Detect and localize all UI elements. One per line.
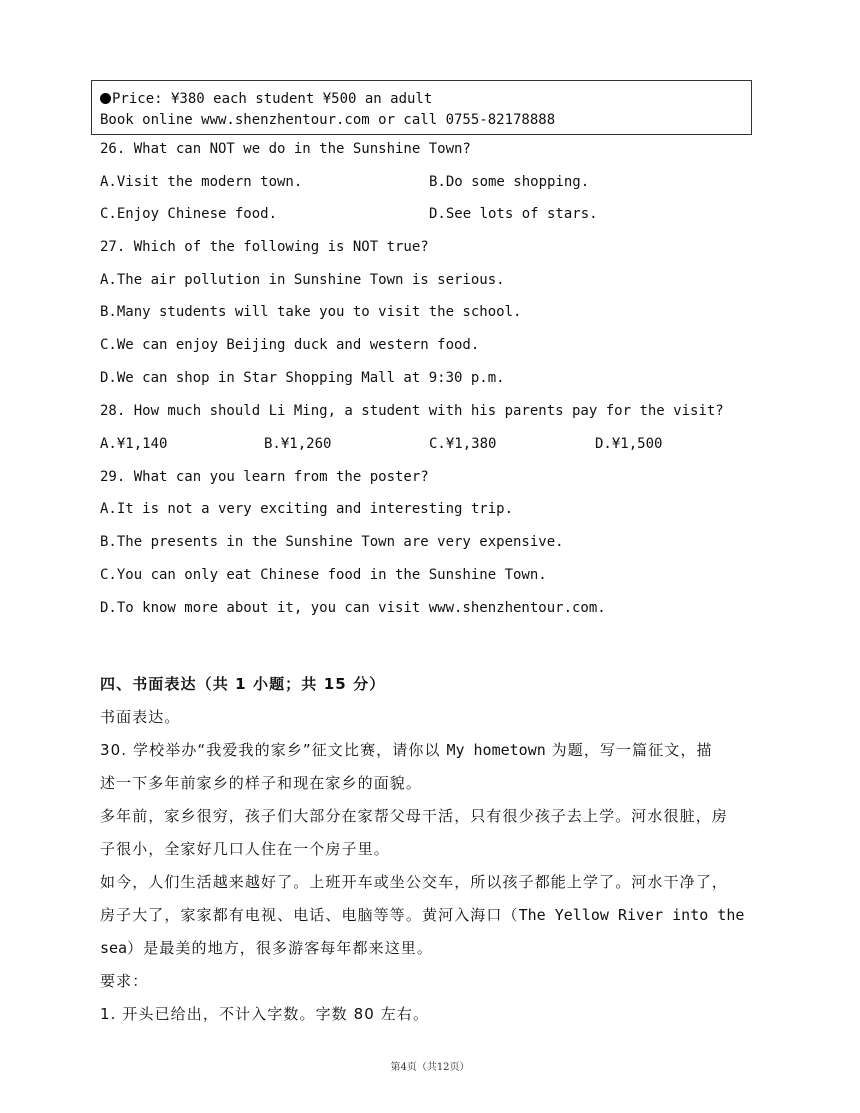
present-description-line2: 房子大了，家家都有电视、电话、电脑等等。黄河入海口（The Yellow River into the <box>100 906 745 924</box>
option-29a: A.It is not a very exciting and interesting trip. <box>100 501 514 517</box>
present-description-line1: 如今，人们生活越来越好了。上班开车或坐公交车，所以孩子都能上学了。河水干净了， <box>100 873 728 891</box>
booking-line: Book online www.shenzhentour.com or call 0755-82178888 <box>100 112 556 128</box>
question-29-stem: 29. What can you learn from the poster? <box>100 469 429 485</box>
requirements-title: 要求： <box>100 972 149 990</box>
section-title-writing: 四、书面表达（共 1 小题；共 15 分） <box>100 675 386 693</box>
question-30-line1: 30. 学校举办“我爱我的家乡”征文比赛，请你以 My hometown 为题，写一篇征文，描 <box>100 741 713 759</box>
requirement-1: 1. 开头已给出，不计入字数。字数 80 左右。 <box>100 1005 430 1023</box>
present-description-line3: sea）是最美的地方，很多游客每年都来这里。 <box>100 939 433 957</box>
question-28-stem: 28. How much should Li Ming, a student with his parents pay for the visit? <box>100 403 724 419</box>
option-27a: A.The air pollution in Sunshine Town is serious. <box>100 272 505 288</box>
option-27c: C.We can enjoy Beijing duck and western food. <box>100 337 480 353</box>
option-26c: C.Enjoy Chinese food. <box>100 206 278 222</box>
bullet-icon <box>100 93 111 104</box>
option-27d: D.We can shop in Star Shopping Mall at 9:30 p.m. <box>100 370 505 386</box>
question-27-stem: 27. Which of the following is NOT true? <box>100 239 429 255</box>
option-29b: B.The presents in the Sunshine Town are very expensive. <box>100 534 564 550</box>
option-26a: A.Visit the modern town. <box>100 174 303 190</box>
question-26-stem: 26. What can NOT we do in the Sunshine Town? <box>100 141 471 157</box>
option-28b: B.¥1,260 <box>264 436 332 452</box>
option-26b: B.Do some shopping. <box>429 174 590 190</box>
option-28d: D.¥1,500 <box>595 436 663 452</box>
question-30-line2: 述一下多年前家乡的样子和现在家乡的面貌。 <box>100 774 423 792</box>
option-29c: C.You can only eat Chinese food in the Sunshine Town. <box>100 567 547 583</box>
writing-subtitle: 书面表达。 <box>100 708 181 726</box>
option-26d: D.See lots of stars. <box>429 206 598 222</box>
option-28a: A.¥1,140 <box>100 436 168 452</box>
past-description-line2: 子很小，全家好几口人住在一个房子里。 <box>100 840 390 858</box>
poster-notice-box <box>91 80 752 135</box>
price-line: Price: ¥380 each student ¥500 an adult <box>100 89 751 110</box>
page-footer: 第4页（共12页） <box>390 1062 470 1073</box>
option-27b: B.Many students will take you to visit the school. <box>100 304 522 320</box>
option-29d: D.To know more about it, you can visit www.shenzhentour.com. <box>100 600 606 616</box>
past-description-line1: 多年前，家乡很穷，孩子们大部分在家帮父母干活，只有很少孩子去上学。河水很脏，房 <box>100 807 728 825</box>
option-28c: C.¥1,380 <box>429 436 497 452</box>
